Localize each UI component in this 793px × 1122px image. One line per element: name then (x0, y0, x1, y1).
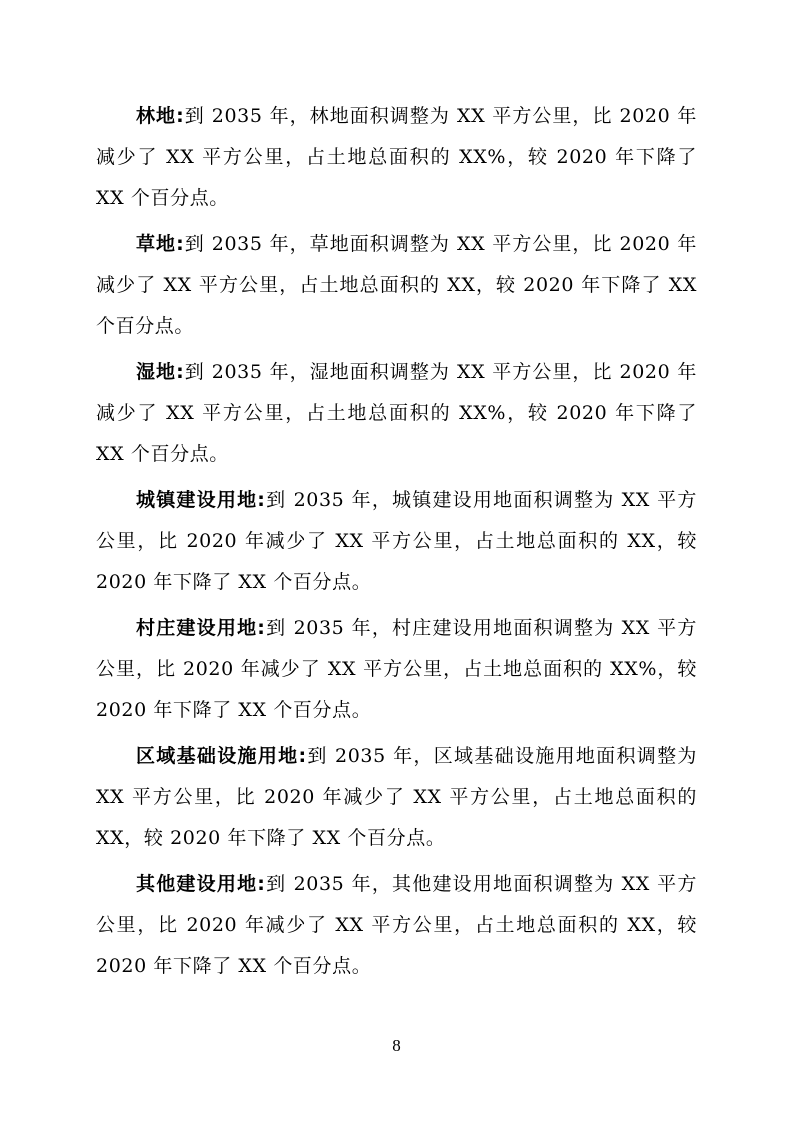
paragraph-label: 林地: (136, 105, 185, 127)
paragraph-text: 到 2035 年，林地面积调整为 XX 平方公里，比 2020 年减少了 XX 平方公里，占土地总面积的 XX%，较 2020 年下降了 XX 个百分点。 (96, 105, 697, 209)
paragraph-label: 其他建设用地: (136, 873, 266, 895)
paragraph-text: 到 2035 年，其他建设用地面积调整为 XX 平方公里，比 2020 年减少了 XX 平方公里，占土地总面积的 XX，较 2020 年下降了 XX 个百分点。 (96, 873, 697, 977)
paragraph-text: 到 2035 年，草地面积调整为 XX 平方公里，比 2020 年减少了 XX 平方公里，占土地总面积的 XX，较 2020 年下降了 XX 个百分点。 (96, 233, 697, 337)
document-body (96, 96, 697, 992)
paragraph-other-construction-land (96, 864, 697, 987)
paragraph-label: 城镇建设用地: (136, 489, 266, 511)
paragraph-wetland (96, 352, 697, 475)
paragraph-text: 到 2035 年，区域基础设施用地面积调整为 XX 平方公里，比 2020 年减少了 XX 平方公里，占土地总面积的 XX，较 2020 年下降了 XX 个百分点。 (96, 745, 698, 849)
paragraph-label: 区域基础设施用地: (136, 745, 307, 767)
paragraph-text: 到 2035 年，城镇建设用地面积调整为 XX 平方公里，比 2020 年减少了 XX 平方公里，占土地总面积的 XX，较 2020 年下降了 XX 个百分点。 (96, 489, 697, 593)
paragraph-label: 村庄建设用地: (136, 617, 266, 639)
paragraph-village-construction-land (96, 608, 697, 731)
paragraph-urban-construction-land (96, 480, 697, 603)
paragraph-forest-land (96, 96, 697, 219)
page-number: 8 (392, 1036, 401, 1055)
paragraph-label: 草地: (136, 233, 185, 255)
paragraph-text: 到 2035 年，村庄建设用地面积调整为 XX 平方公里，比 2020 年减少了 XX 平方公里，占土地总面积的 XX%，较 2020 年下降了 XX 个百分点。 (96, 617, 697, 721)
paragraph-label: 湿地: (136, 361, 185, 383)
paragraph-regional-infrastructure-land (96, 736, 697, 859)
paragraph-grassland (96, 224, 697, 347)
paragraph-text: 到 2035 年，湿地面积调整为 XX 平方公里，比 2020 年减少了 XX 平方公里，占土地总面积的 XX%，较 2020 年下降了 XX 个百分点。 (96, 361, 697, 465)
